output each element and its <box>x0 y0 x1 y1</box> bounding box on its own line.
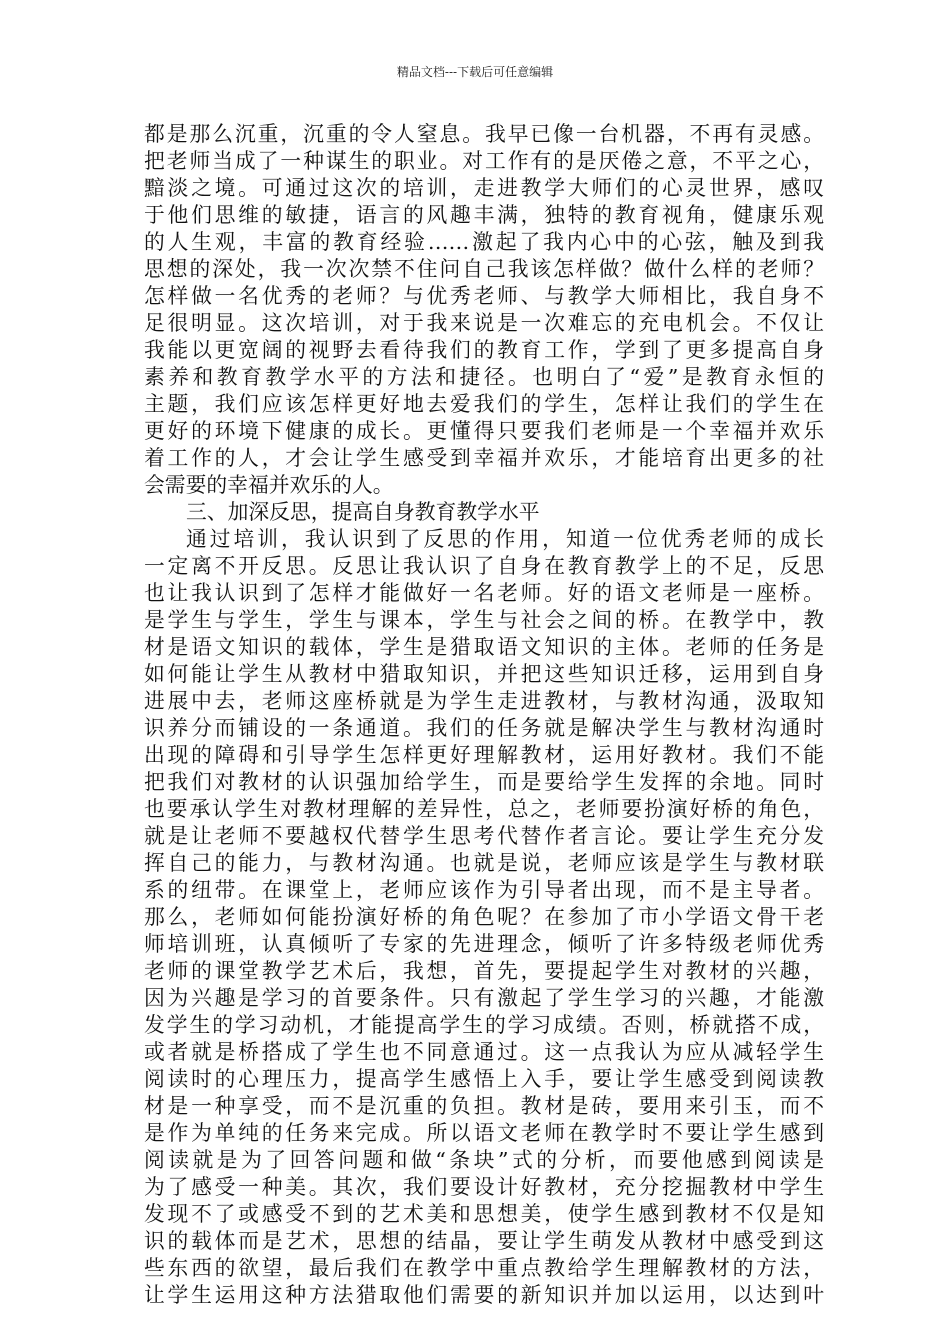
text-line: 发学生的学习动机，才能提高学生的学习成绩。否则，桥就搭不成， <box>144 1013 824 1037</box>
text-line: 材是语文知识的载体，学生是猎取语文知识的主体。老师的任务是 <box>144 635 824 659</box>
text-line: 更好的环境下健康的成长。更懂得只要我们老师是一个幸福并欢乐 <box>144 419 824 443</box>
text-line: 把我们对教材的认识强加给学生，而是要给学生发挥的余地。同时 <box>144 770 824 794</box>
text-line: 为了感受一种美。其次，我们要设计好教材，充分挖掘教材中学生 <box>144 1175 824 1199</box>
text-line: 主题，我们应该怎样更好地去爱我们的学生，怎样让我们的学生在 <box>144 392 824 416</box>
text-line: 如何能让学生从教材中猎取知识，并把这些知识迁移，运用到自身 <box>144 662 824 686</box>
text-line: 系的纽带。在课堂上，老师应该作为引导者出现，而不是主导者。 <box>144 878 824 902</box>
text-line: 的人生观，丰富的教育经验……激起了我内心中的心弦，触及到我 <box>144 230 824 254</box>
text-line: 发现不了或感受不到的艺术美和思想美，使学生感到教材不仅是知 <box>144 1202 824 1226</box>
text-line: 老师的课堂教学艺术后，我想，首先，要提起学生对教材的兴趣， <box>144 959 824 983</box>
text-line: 素养和教育教学水平的方法和捷径。也明白了“爱”是教育永恒的 <box>144 365 824 389</box>
text-line: 于他们思维的敏捷，语言的风趣丰满，独特的教育视角，健康乐观 <box>144 203 824 227</box>
text-line: 把老师当成了一种谋生的职业。对工作有的是厌倦之意，不平之心， <box>144 149 824 173</box>
section-heading: 三、加深反思，提高自身教育教学水平 <box>186 500 540 524</box>
text-line: 因为兴趣是学习的首要条件。只有激起了学生学习的兴趣，才能激 <box>144 986 824 1010</box>
text-line: 是学生与学生，学生与课本，学生与社会之间的桥。在教学中，教 <box>144 608 824 632</box>
text-line: 师培训班，认真倾听了专家的先进理念，倾听了许多特级老师优秀 <box>144 932 824 956</box>
document-body <box>144 121 824 1309</box>
text-line: 挥自己的能力，与教材沟通。也就是说，老师应该是学生与教材联 <box>144 851 824 875</box>
text-line: 识养分而铺设的一条通道。我们的任务就是解决学生与教材沟通时 <box>144 716 824 740</box>
text-line: 些东西的欲望，最后我们在教学中重点教给学生理解教材的方法， <box>144 1256 824 1280</box>
text-line: 材是一种享受，而不是沉重的负担。教材是砖，要用来引玉，而不 <box>144 1094 824 1118</box>
text-line: 都是那么沉重，沉重的令人窒息。我早已像一台机器，不再有灵感。 <box>144 122 824 146</box>
text-line: 或者就是桥搭成了学生也不同意通过。这一点我认为应从减轻学生 <box>144 1040 824 1064</box>
text-line: 识的载体而是艺术，思想的结晶，要让学生萌发从教材中感受到这 <box>144 1229 824 1253</box>
paragraph-end-line: 会需要的幸福并欢乐的人。 <box>144 473 394 497</box>
text-line: 让学生运用这种方法猎取他们需要的新知识并加以运用，以达到叶 <box>144 1283 824 1307</box>
text-line: 是作为单纯的任务来完成。所以语文老师在教学时不要让学生感到 <box>144 1121 824 1145</box>
paragraph-first-line: 通过培训，我认识到了反思的作用，知道一位优秀老师的成长 <box>186 527 824 551</box>
text-line: 阅读时的心理压力，提高学生感悟上入手，要让学生感受到阅读教 <box>144 1067 824 1091</box>
text-line: 出现的障碍和引导学生怎样更好理解教材，运用好教材。我们不能 <box>144 743 824 767</box>
text-line: 怎样做一名优秀的老师？与优秀老师、与教学大师相比，我自身不 <box>144 284 824 308</box>
text-line: 也让我认识到了怎样才能做好一名老师。好的语文老师是一座桥。 <box>144 581 824 605</box>
text-line: 思想的深处，我一次次禁不住问自己我该怎样做？做什么样的老师？ <box>144 257 824 281</box>
text-line: 着工作的人，才会让学生感受到幸福并欢乐，才能培育出更多的社 <box>144 446 824 470</box>
text-line: 就是让老师不要越权代替学生思考代替作者言论。要让学生充分发 <box>144 824 824 848</box>
page-header: 精品文档---下载后可任意编辑 <box>396 65 554 79</box>
text-line: 进展中去，老师这座桥就是为学生走进教材，与教材沟通，汲取知 <box>144 689 824 713</box>
text-line: 阅读就是为了回答问题和做“条块”式的分析，而要他感到阅读是 <box>144 1148 824 1172</box>
text-line: 一定离不开反思。反思让我认识了自身在教育教学上的不足，反思 <box>144 554 824 578</box>
text-line: 黯淡之境。可通过这次的培训，走进教学大师们的心灵世界，感叹 <box>144 176 824 200</box>
text-line: 那么，老师如何能扮演好桥的角色呢？在参加了市小学语文骨干老 <box>144 905 824 929</box>
text-line: 足很明显。这次培训，对于我来说是一次难忘的充电机会。不仅让 <box>144 311 824 335</box>
text-line: 也要承认学生对教材理解的差异性，总之，老师要扮演好桥的角色， <box>144 797 824 821</box>
text-line: 我能以更宽阔的视野去看待我们的教育工作，学到了更多提高自身 <box>144 338 824 362</box>
